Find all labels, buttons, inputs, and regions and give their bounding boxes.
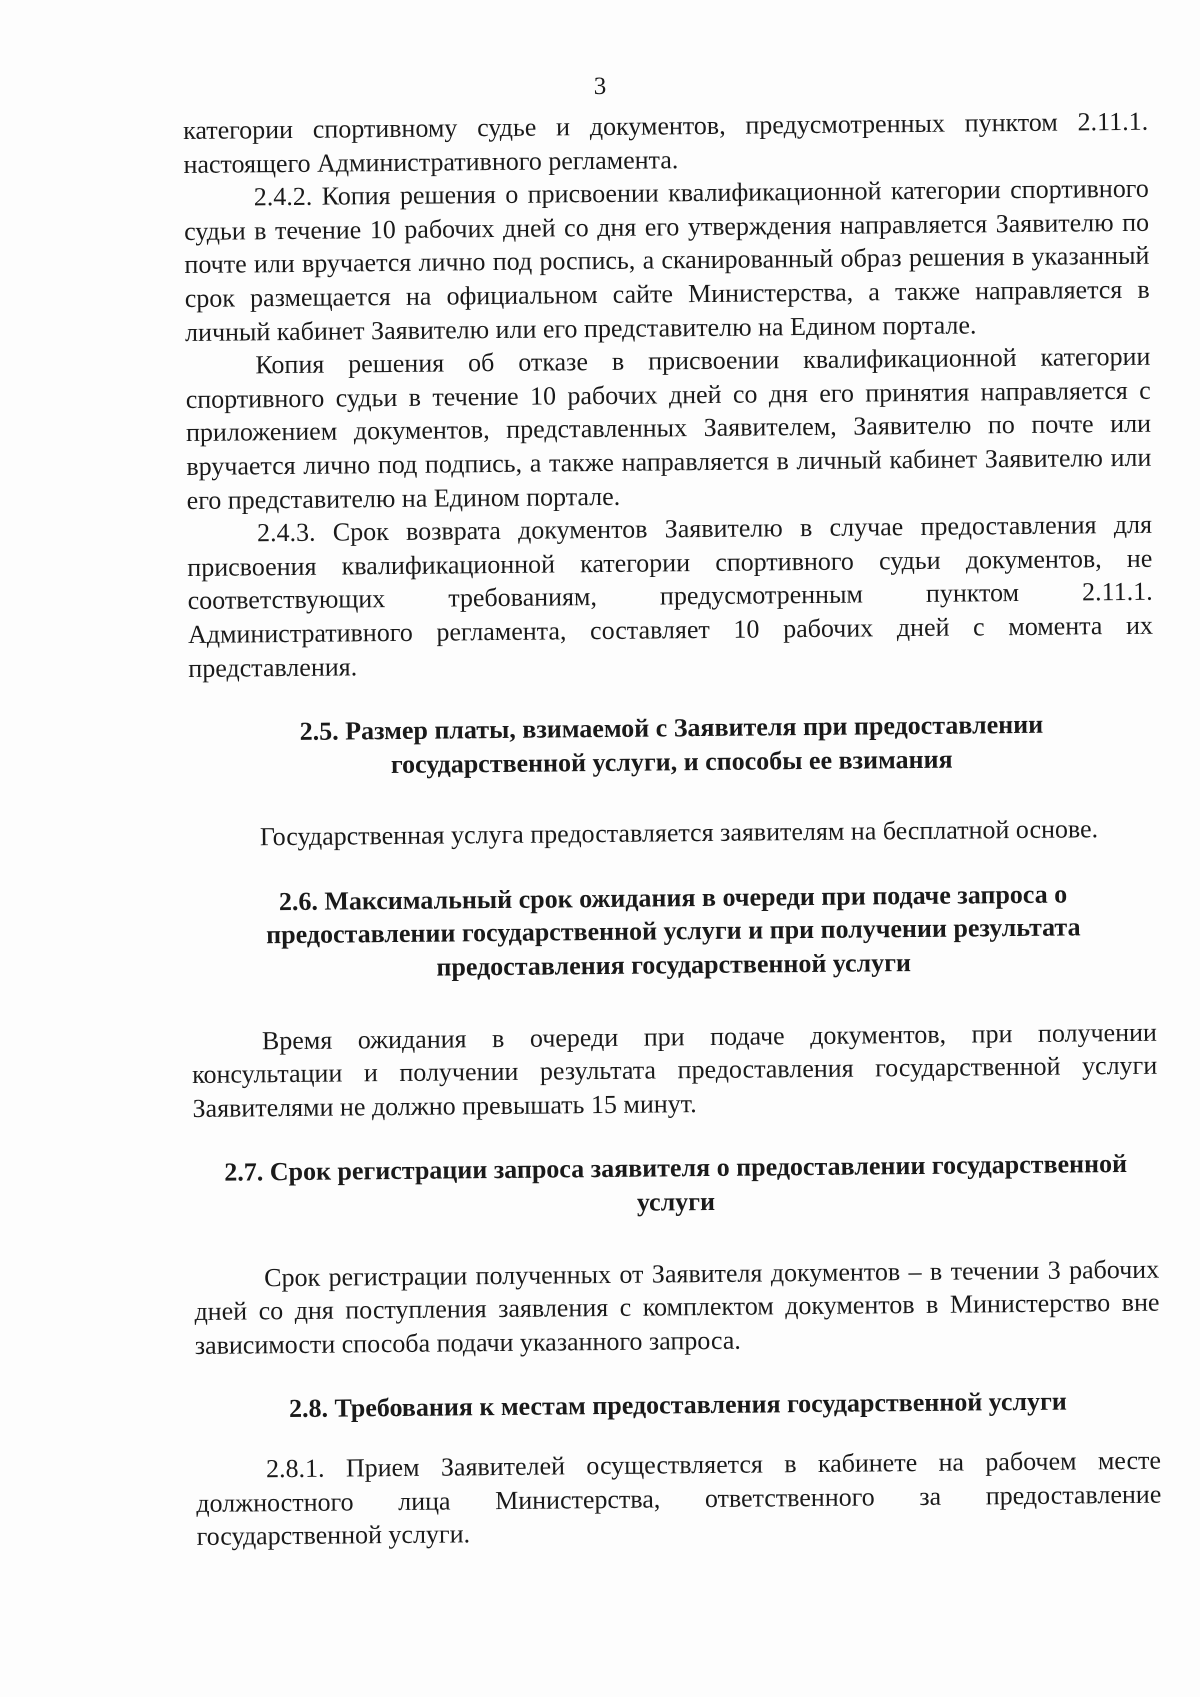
page-number: 3 xyxy=(593,73,607,100)
heading-2-6: 2.6. Максимальный срок ожидания в очереди при подаче запроса о предоставлении государственной услуги и при получении результата предоставления государственной услуги xyxy=(266,879,1081,982)
paragraph-2-4-3: 2.4.3. Срок возврата документов Заявителю в случае предоставления для присвоения квалификационной категории спортивного судьи документов, не соответствующих требованиям, предусмотренным пунктом 2.11.1. Административного регламента, составляет 10 рабочих дней с момента их представления. xyxy=(187,509,1154,683)
heading-2-5: 2.5. Размер платы, взимаемой с Заявителя при предоставлении государственной услуги, и способы ее взимания xyxy=(299,709,1044,779)
paragraph-2-5-body: Государственная услуга предоставляется заявителям на бесплатной основе. xyxy=(259,814,1099,852)
paragraph-2-4-2: 2.4.2. Копия решения о присвоении квалификационной категории спортивного судьи в течение 10 рабочих дней со дня его утверждения направляется Заявителю по почте или вручается лично под роспись, а сканированный образ решения в указанный срок размещается на официальном сайте Министерства, а также направляется в личный кабинет Заявителю или его представителю на Едином портале. xyxy=(183,173,1150,347)
paragraph-2-8-1: 2.8.1. Прием Заявителей осуществляется в кабинете на рабочем месте должностного лица Министерства, ответственного за предоставление государственной услуги. xyxy=(196,1445,1162,1552)
heading-2-8: 2.8. Требования к местам предоставления государственной услуги xyxy=(288,1386,1067,1424)
paragraph-continuation: категории спортивному судье и документов, предусмотренных пунктом 2.11.1. настоящего Административного регламента. xyxy=(183,106,1149,179)
paragraph-refusal-copy: Копия решения об отказе в присвоении квалификационной категории спортивного судьи в течение 10 рабочих дней со дня его принятия направляется с приложением документов, представленных Заявителем, Заявителю по почте или вручается лично под подпись, а также направляется в личный кабинет Заявителю или его представителю на Едином портале. xyxy=(185,341,1152,515)
heading-2-7: 2.7. Срок регистрации запроса заявителя о предоставлении государственной услуги xyxy=(224,1149,1128,1217)
document-body xyxy=(183,105,1162,1554)
paragraph-2-7-body: Срок регистрации полученных от Заявителя документов – в течении 3 рабочих дней со дня поступления заявления с комплектом документов в Министерство вне зависимости способа подачи указанного запроса. xyxy=(194,1254,1160,1360)
paragraph-2-6-body: Время ожидания в очереди при подаче документов, при получении консультации и получении результата предоставления государственной услуги Заявителями не должно превышать 15 минут. xyxy=(192,1017,1158,1123)
